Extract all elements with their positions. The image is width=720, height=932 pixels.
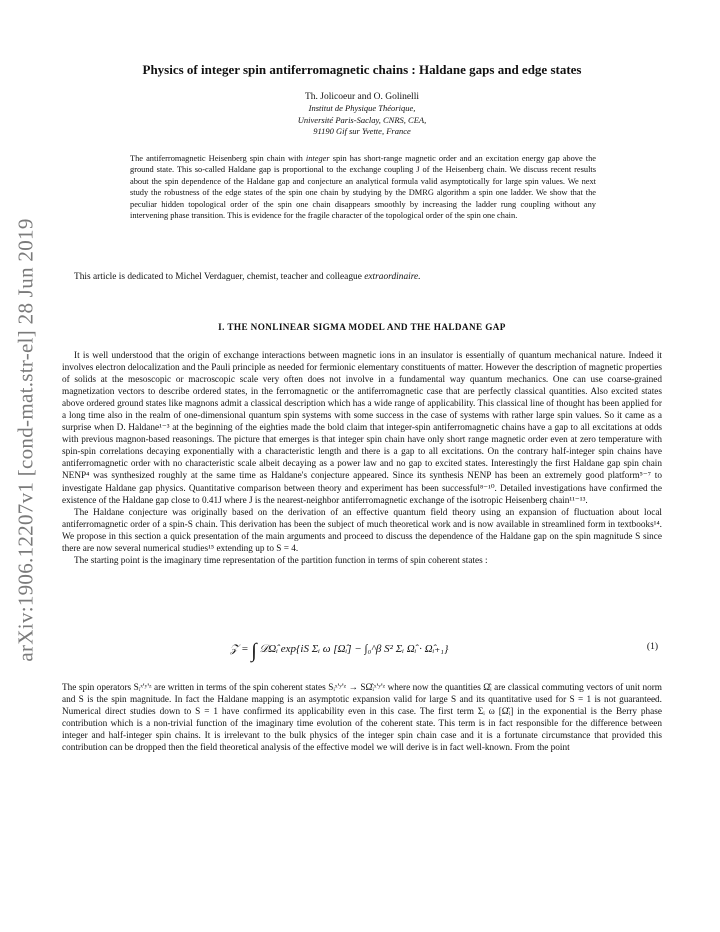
equation-1 <box>62 636 662 666</box>
affiliation-line-3: 91190 Gif sur Yvette, France <box>313 126 411 136</box>
equation-number: (1) <box>646 642 658 652</box>
abstract-text-1: The antiferromagnetic Heisenberg spin chain with <box>130 154 306 163</box>
dedication-text: This article is dedicated to Michel Verdaguer, chemist, teacher and colleague <box>74 272 365 282</box>
abstract-emphasis: integer <box>305 154 330 163</box>
dedication <box>74 272 664 282</box>
arxiv-identifier-stamp <box>6 205 46 675</box>
author-block <box>62 91 662 138</box>
section-body <box>62 350 662 567</box>
equation-body <box>230 640 448 663</box>
paragraph-1: It is well understood that the origin of exchange interactions between magnetic ions in an insulator is essentially of quantum mechanical nature. Indeed it involves electron delocalization and the Pauli principle as needed for fermionic elementary constituents of matter. However the description of magnetic properties of solids at the mesoscopic or macroscopic scale very often does not involve in a fundamental way quantum mechanics. One can use coarse-grained magnetization vectors to describe ordered states, in the ferromagnetic or the antiferromagnetic case that are perfectly classical quantities. Also excited states above ordered ground states like magnons admit a classical description which has a wide range of applicability. This classical line of thought has been applied for a long time also in the realm of one-dimensional quantum spin systems with some success in the case of systems with rather large spin values. So it came as a surprise when D. Haldane¹⁻³ at the beginning of the eighties made the bold claim that integer-spin antiferromagnetic chains have a gap to all excitations at odds with previous magnon-based reasonings. The picture that emerges is that integer spin chain have only short range magnetic order even at zero temperature with spin-spin correlations decaying exponentially with a characteristic length and there is a gap to all excitations. On the contrary half-integer spin chains have antiferromagnetic order with no characteristic scale albeit decaying as a power law and no gap to excited states. Interestingly the first Haldane gap spin chain NENP⁴ was synthesized roughly at the same time as Haldane's conjecture appeared. Since its synthesis NENP has been an extremely good platform⁵⁻⁷ to investigate Haldane gap physics. Quantitative comparison between theory and experiment has been successful⁸⁻¹⁰. Detailed investigations have confirmed the existence of the Haldane gap close to 0.41J where J is the nearest-neighbor antiferromagnetic exchange of the isotropic Heisenberg chain¹¹⁻¹³. <box>62 351 662 506</box>
dedication-emphasis: extraordinaire. <box>364 272 421 282</box>
paragraph-2: The Haldane conjecture was originally based on the derivation of an effective quantum field theory using an expansion of fluctuation about local antiferromagnetic order of a spin-S chain. This derivation has been the subject of much theoretical work and is now available in streamlined form in textbooks¹⁴. We propose in this section a quick presentation of the main arguments and proceed to discuss the dependence of the Haldane gap on the spin magnitude S since there are now several numerical studies¹⁵ extending up to S = 4. <box>62 507 662 554</box>
paragraph-4: The spin operators Sᵢˣ'ʸ'ᶻ are written in terms of the spin coherent states Sᵢˣ'ʸ'ᶻ → SΩ̂ᵢˣ'ʸ'ᶻ where now the quantities Ω̂ᵢ are classical commuting vectors of unit norm and S is the spin magnitude. In fact the Haldane mapping is an asymptotic expansion valid for large S and its quantitative used for S = 1 is not guaranteed. Numerical direct studies down to S = 1 have confirmed its applicability even in this case. The first term Σᵢ ω [Ω̂ᵢ] in the exponential is the Berry phase contribution which is a non-trivial function of the imaginary time evolution of the coherent state. This term is in fact responsible for the difference between integer and half-integer spin chains. It is irrelevant to the bulk physics of the integer spin chain case and it is a fortunate circumstance that provided this contribution can be dropped then the field theoretical analysis of the effective model we will derive is in fact well-known. From the point <box>62 683 662 754</box>
affiliation-line-1: Institut de Physique Théorique, <box>308 103 416 113</box>
integral-symbol: ∫ <box>251 640 257 662</box>
section-body-continued <box>62 682 662 754</box>
section-heading: I. THE NONLINEAR SIGMA MODEL AND THE HALDANE GAP <box>218 322 506 332</box>
equation-rhs: 𝒟Ω̂ᵢ exp{iS Σᵢ ω [Ω̂ᵢ] − ∫₀^β S² Σᵢ Ω̂ᵢ · Ω̂ᵢ₊₁} <box>259 643 449 655</box>
abstract-text-2: spin has short-range magnetic order and an excitation energy gap above the ground state. This so-called Haldane gap is proportional to the exchange coupling J of the Heisenberg chain. We discuss recent results about the spin dependence of the Haldane gap and conjecture an analytical formula valid asymptotically for large spin values. We next study the robustness of the edge states of the spin one chain by studying by the DMRG algorithm a spin one ladder. We show that the peculiar hidden topological order of the spin one chain disappears smoothly by increasing the ladder rung coupling without any intervening phase transition. This is evidence for the fragile character of the topological order of the spin one chain. <box>130 154 596 221</box>
equation-lhs: 𝒵 = <box>230 643 252 655</box>
paragraph-3: The starting point is the imaginary time representation of the partition function in terms of spin coherent states : <box>74 555 488 566</box>
abstract <box>130 153 596 221</box>
author-names: Th. Jolicoeur and O. Golinelli <box>305 92 419 102</box>
arxiv-id-text: arXiv:1906.12207v1 [cond-mat.str-el] 28 Jun 2019 <box>13 218 38 662</box>
paper-title: Physics of integer spin antiferromagnetic chains : Haldane gaps and edge states <box>142 62 582 77</box>
affiliation-line-2: Université Paris-Saclay, CNRS, CEA, <box>297 114 427 125</box>
